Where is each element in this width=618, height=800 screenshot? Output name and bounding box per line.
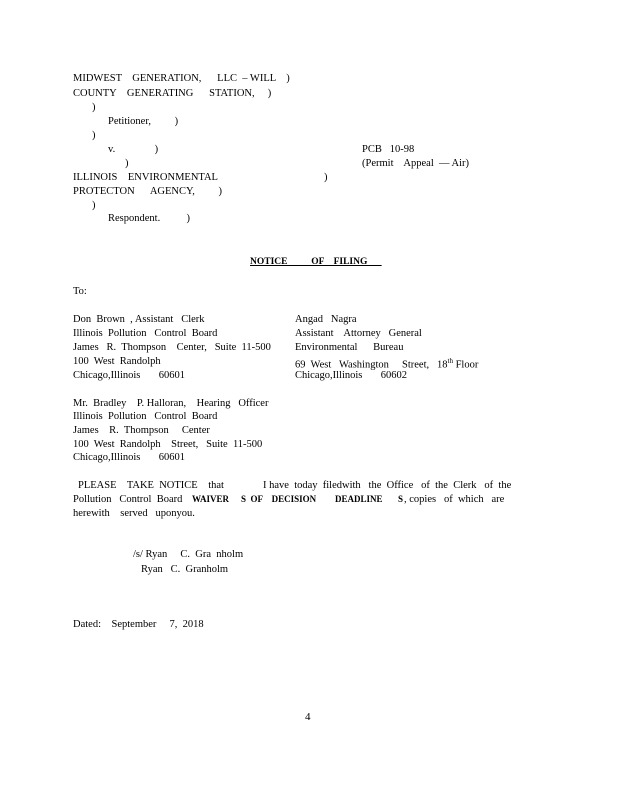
addressee-left-line: Illinois Pollution Control Board xyxy=(73,328,218,339)
caption-line-3: ILLINOIS ENVIRONMENTAL xyxy=(73,172,218,183)
addressee-lower-line: Chicago,Illinois 60601 xyxy=(73,452,185,463)
caption-line-1: MIDWEST GENERATION, LLC – WILL ) xyxy=(73,73,290,84)
notice-title: NOTICE OF FILING xyxy=(250,257,382,267)
addressee-right-line: Assistant Attorney General xyxy=(295,328,422,339)
caption-paren: ) xyxy=(324,172,328,183)
notice-body-waiver: WAIVER xyxy=(192,494,230,504)
addressee-right-line: Angad Nagra xyxy=(295,314,357,325)
signature-electronic: /s/ Ryan C. Gra nholm xyxy=(133,549,244,560)
addressee-left-line: 100 West Randolph xyxy=(73,356,161,367)
addressee-left-line: Chicago,Illinois 60601 xyxy=(73,370,185,381)
address-street: 69 West Washington Street, 18 xyxy=(295,359,448,371)
addressee-right-line: Chicago,Illinois 60602 xyxy=(295,370,407,381)
case-number: PCB 10-98 xyxy=(362,144,415,155)
notice-body-deadline: DEADLINE xyxy=(335,494,383,504)
addressee-left-line: Don Brown , Assistant Clerk xyxy=(73,314,205,325)
caption-line-2: COUNTY GENERATING STATION, ) xyxy=(73,88,272,99)
addressee-lower-line: James R. Thompson Center xyxy=(73,425,210,436)
address-sup: th xyxy=(447,357,453,365)
addressee-left-line: James R. Thompson Center, Suite 11-500 xyxy=(73,342,271,353)
dated-line: Dated: September 7, 2018 xyxy=(73,619,204,630)
page-number: 4 xyxy=(305,711,311,723)
signature-name: Ryan C. Granholm xyxy=(141,564,229,575)
caption-line-4: PROTECTON AGENCY, ) xyxy=(73,186,222,197)
notice-body-line-2a: Pollution Control Board xyxy=(73,494,183,505)
petitioner-label: Petitioner, ) xyxy=(108,116,179,127)
caption-paren: ) xyxy=(92,102,96,113)
respondent-label: Respondent. ) xyxy=(108,213,190,224)
caption-paren: ) xyxy=(92,130,96,141)
caption-paren: ) xyxy=(92,200,96,211)
notice-body-line-2b: , copies of which are xyxy=(404,494,505,505)
addressee-lower-line: 100 West Randolph Street, Suite 11-500 xyxy=(73,439,263,450)
addressee-lower-line: Mr. Bradley P. Halloran, Hearing Officer xyxy=(73,398,269,409)
addressee-right-line: Environmental Bureau xyxy=(295,342,404,353)
address-floor: Floor xyxy=(452,359,479,371)
to-label: To: xyxy=(73,286,87,297)
notice-body-line-3: herewith served uponyou. xyxy=(73,508,195,519)
caption-paren: ) xyxy=(125,158,129,169)
notice-body-decision: S OF DECISION xyxy=(241,494,317,504)
versus-label: v. ) xyxy=(108,144,159,155)
addressee-lower-line: Illinois Pollution Control Board xyxy=(73,411,218,422)
notice-body-line-1b: I have today filedwith the Office of the Clerk of the xyxy=(263,480,512,491)
notice-body-line-1a: PLEASE TAKE NOTICE that xyxy=(78,480,224,491)
case-type: (Permit Appeal — Air) xyxy=(362,158,470,169)
notice-body-s: S xyxy=(398,494,404,504)
